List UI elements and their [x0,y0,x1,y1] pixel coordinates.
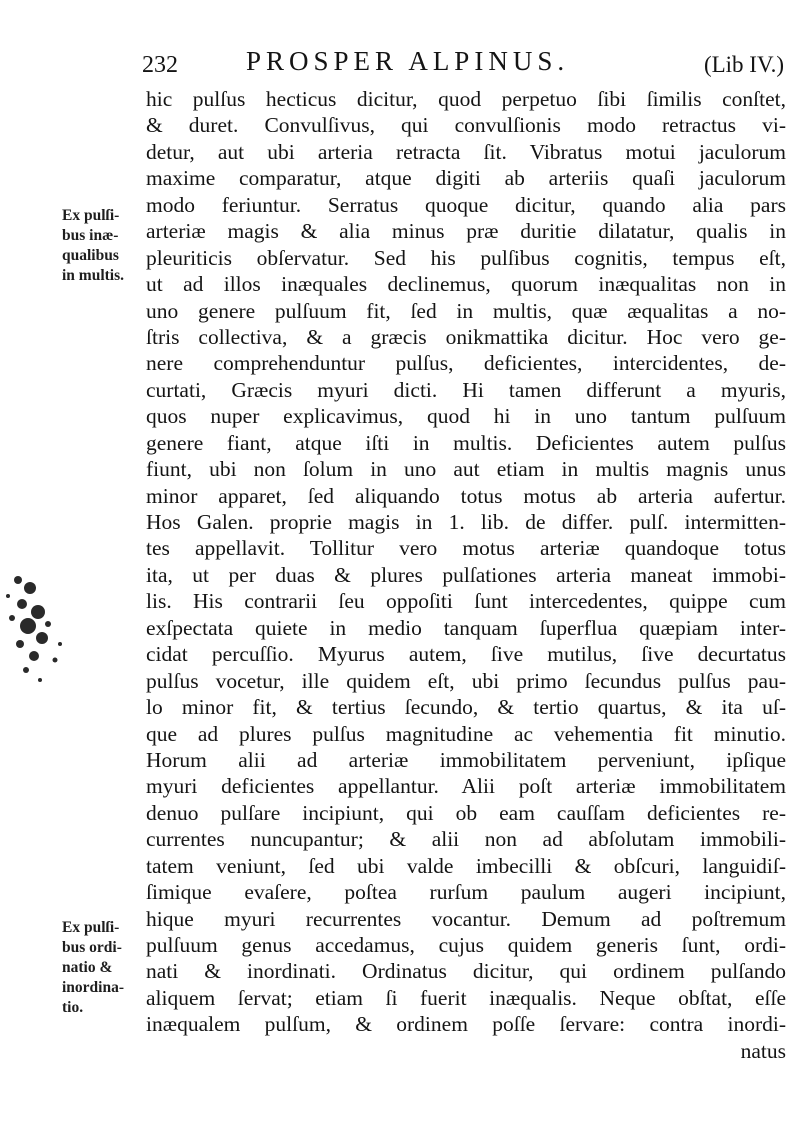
text-line: nati & inordinati. Ordinatus dicitur, qui ordinem pulſando [146,959,786,984]
catchword: natus [740,1038,786,1063]
running-title: PROSPER ALPINUS. [246,46,570,76]
text-line: modo feriuntur. Serratus quoque dicitur, quando alia pars [146,192,786,217]
marginal-note-line: in multis. [62,267,125,284]
text-line: cidat percuſſio. Myurus autem, ſive mutilus, ſive decurtatus [146,642,786,667]
marginal-note-line: qualibus [62,247,119,264]
text-line: fiunt, ubi non ſolum in uno aut etiam in multis magnis unus [146,457,786,482]
text-line: pulſuum genus accedamus, cujus quidem generis ſunt, ordi- [146,933,786,957]
marginal-note-line: inordina- [62,979,125,996]
text-line: ita, ut per duas & plures pulſationes arteria maneat immobi- [146,562,786,587]
body-text [146,86,786,1064]
marginal-note-line: tio. [62,999,84,1016]
text-line: ſtris collectiva, & a græcis onikmattika dicitur. Hoc vero ge- [146,324,786,349]
text-line: nere comprehenduntur pulſus, deficientes, intercidentes, de- [146,351,786,376]
text-line: maxime comparatur, atque digiti ab arteriis quaſi jaculorum [146,166,786,191]
text-line: genere fiant, atque iſti in multis. Deficientes autem pulſus [146,430,786,455]
text-line: lis. His contrarii ſeu oppoſiti ſunt intercedentes, quippe cum [146,589,786,614]
text-line: minor apparet, ſed aliquando totus motus ab arteria aufertur. [146,483,786,508]
marginal-note-line: Ex pulſi- [62,207,120,224]
marginal-note-line: bus inæ- [62,227,119,244]
page-header [140,44,790,84]
text-line: denuo pulſare incipiunt, qui ob eam cauſſam deficientes re- [146,800,786,825]
ink-smudge [0,560,70,710]
text-line: hic pulſus hecticus dicitur, quod perpetuo ſibi ſimilis conſtet, [146,87,786,111]
text-line: currentes nuncupantur; & alii non ad abſolutam immobili- [146,827,786,852]
text-line: que ad plures pulſus magnitudine ac vehementia fit minutio. [146,721,786,746]
marginal-note-line: natio & [62,959,113,976]
text-line: exſpectata quiete in medio tanquam ſuperflua quæpiam inter- [146,615,786,640]
text-line: quos nuper explicavimus, quod hi in uno tantum pulſuum [146,404,786,429]
text-line: ut ad illos inæquales declinemus, quorum inæqualitas non in [146,272,786,297]
text-line: lo minor fit, & tertius ſecundo, & tertio quartus, & ita uſ- [146,695,786,720]
text-line: ſimique evaſere, poſtea rurſum paulum augeri incipiunt, [146,880,786,905]
page-number: 232 [142,52,178,78]
text-line: hique myuri recurrentes vocantur. Demum ad poſtremum [146,906,786,931]
text-line: pleuriticis obſervatur. Sed his pulſibus cognitis, tempus eſt, [146,245,786,270]
text-line: detur, aut ubi arteria retracta ſit. Vibratus motui jaculorum [146,139,786,164]
marginal-note-line: Ex pulſi- [62,919,120,936]
text-line: Hos Galen. proprie magis in 1. lib. de differ. pulſ. intermitten- [146,510,786,534]
text-line: pulſus vocetur, ille quidem eſt, ubi primo ſecundus pulſus pau- [146,668,786,693]
text-line: tes appellavit. Tollitur vero motus arteriæ quandoque totus [146,536,786,561]
text-line: tatem veniunt, ſed ubi valde imbecilli & obſcuri, languidiſ- [146,853,786,878]
text-line: arteriæ magis & alia minus præ duritie dilatatur, qualis in [146,219,786,244]
text-line: aliquem ſervat; etiam ſi fuerit inæqualis. Neque obſtat, eſſe [146,985,786,1010]
marginal-note [62,206,148,286]
text-line: uno genere pulſuum fit, ſed in multis, quæ æqualitas a no- [146,298,786,323]
text-line: Horum alii ad arteriæ immobilitatem perveniunt, ipſique [146,747,786,772]
book-reference: (Lib IV.) [703,52,784,77]
text-line: inæqualem pulſum, & ordinem poſſe ſervare: contra inordi- [146,1012,786,1037]
marginal-note [62,918,148,1018]
marginal-note-line: bus ordi- [62,939,122,956]
text-line: myuri deficientes appellantur. Alii poſt arteriæ immobilitatem [146,774,786,799]
text-line: & duret. Convulſivus, qui convulſionis modo retractus vi- [146,113,786,138]
text-line: curtati, Græcis myuri dicti. Hi tamen differunt a myuris, [146,377,786,402]
